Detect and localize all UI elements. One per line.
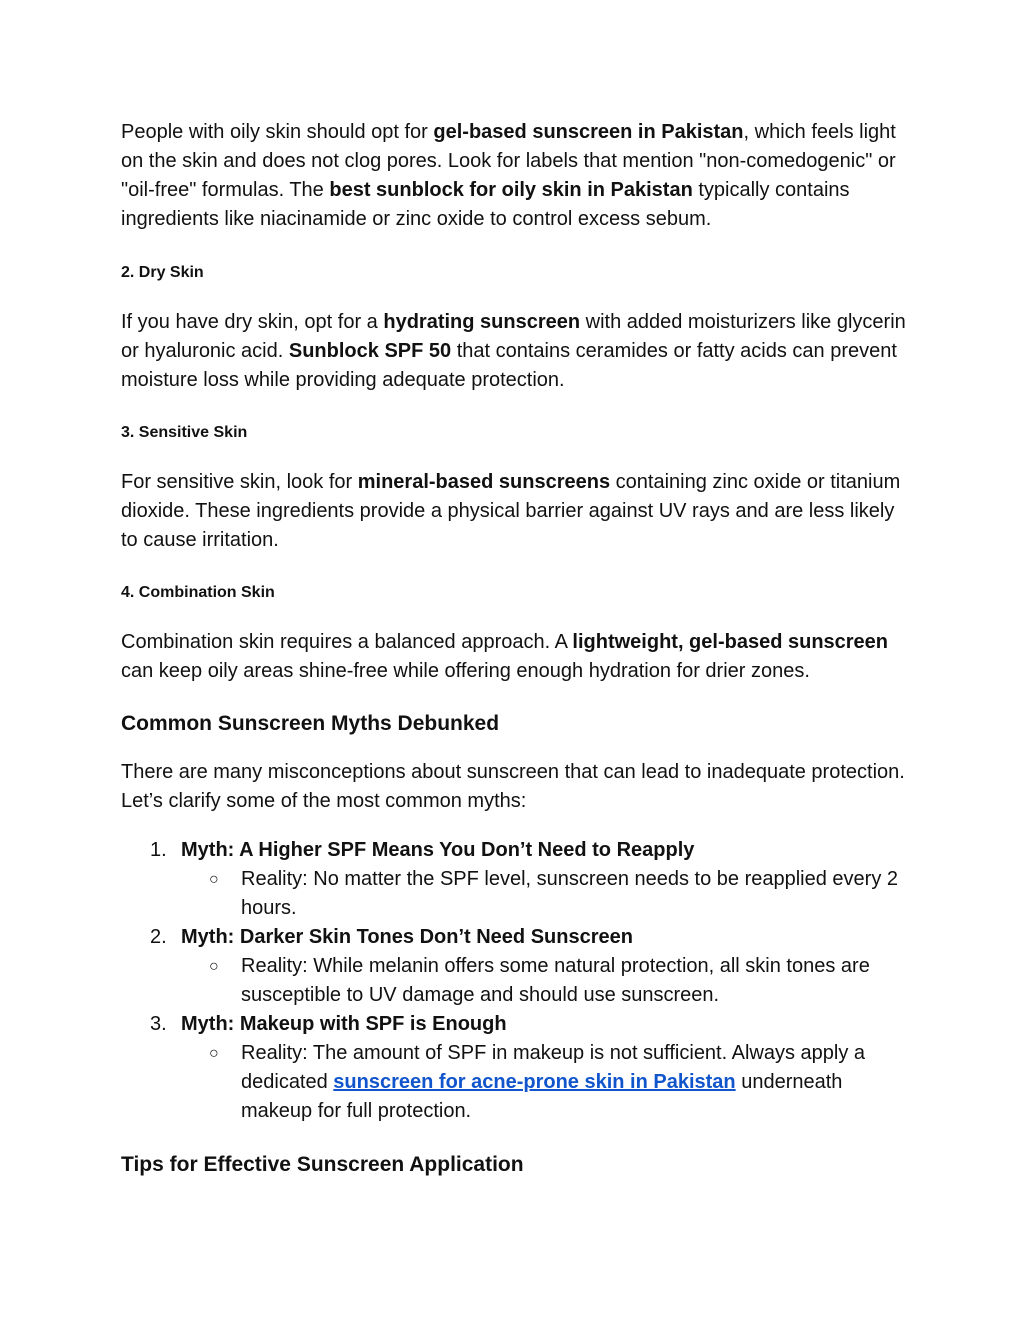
combination-skin-heading: 4. Combination Skin	[121, 584, 275, 601]
reality-list	[181, 952, 911, 1010]
myths-list	[121, 836, 911, 1126]
myths-intro-paragraph: There are many misconceptions about sunscreen that can lead to inadequate protection. Let’s clarify some of the most common myths:	[121, 761, 905, 812]
list-item	[121, 1010, 911, 1126]
tips-heading: Tips for Effective Sunscreen Application	[121, 1153, 524, 1176]
dry-skin-heading: 2. Dry Skin	[121, 264, 204, 281]
myth-title: Myth: A Higher SPF Means You Don’t Need to Reapply	[181, 839, 695, 861]
myths-heading: Common Sunscreen Myths Debunked	[121, 712, 500, 735]
reality-text: Reality: While melanin offers some natural protection, all skin tones are susceptible to UV damage and should use sunscreen.	[241, 955, 870, 1006]
oily-skin-paragraph: People with oily skin should opt for gel-based sunscreen in Pakistan, which feels light on the skin and does not clog pores. Look for labels that mention "non-comedogenic" or "oil-free" formulas. The best sunblock for oily skin in Pakistan typically contains ingredients like niacinamide or zinc oxide to control excess sebum.	[121, 121, 896, 230]
list-number: 1.	[150, 839, 167, 861]
hollow-circle-bullet-icon: ○	[209, 958, 219, 975]
sensitive-skin-heading: 3. Sensitive Skin	[121, 424, 248, 441]
acne-prone-sunscreen-link[interactable]: sunscreen for acne-prone skin in Pakistan	[333, 1071, 736, 1093]
sensitive-skin-paragraph: For sensitive skin, look for mineral-based sunscreens containing zinc oxide or titanium dioxide. These ingredients provide a physical barrier against UV rays and are less likely to cause irritation.	[121, 471, 901, 551]
bold-phrase: best sunblock for oily skin in Pakistan	[329, 179, 693, 201]
bold-phrase: Sunblock SPF 50	[288, 340, 452, 362]
myth-title: Myth: Makeup with SPF is Enough	[181, 1013, 507, 1035]
bold-phrase: gel-based sunscreen in Pakistan	[433, 121, 744, 143]
list-item	[181, 865, 911, 923]
list-item	[181, 952, 911, 1010]
list-number: 2.	[150, 926, 167, 948]
combination-skin-paragraph: Combination skin requires a balanced approach. A lightweight, gel-based sunscreen can keep oily areas shine-free while offering enough hydration for drier zones.	[121, 631, 889, 682]
bold-phrase: mineral-based sunscreens	[357, 471, 611, 493]
reality-text: Reality: The amount of SPF in makeup is not sufficient. Always apply a dedicated sunscreen for acne-prone skin in Pakistan underneath makeup for full protection.	[241, 1042, 866, 1122]
hollow-circle-bullet-icon: ○	[209, 1045, 219, 1062]
document-page	[121, 118, 911, 1179]
bold-phrase: hydrating sunscreen	[383, 311, 581, 333]
reality-list	[181, 1039, 911, 1126]
reality-list	[181, 865, 911, 923]
list-number: 3.	[150, 1013, 167, 1035]
list-item	[121, 923, 911, 1010]
dry-skin-paragraph: If you have dry skin, opt for a hydrating sunscreen with added moisturizers like glycerin or hyaluronic acid. Sunblock SPF 50 that contains ceramides or fatty acids can prevent moisture loss while providing adequate protection.	[121, 311, 906, 391]
myth-title: Myth: Darker Skin Tones Don’t Need Sunscreen	[181, 926, 633, 948]
bold-phrase: lightweight, gel-based sunscreen	[572, 631, 889, 653]
reality-text: Reality: No matter the SPF level, sunscreen needs to be reapplied every 2 hours.	[241, 868, 899, 919]
hollow-circle-bullet-icon: ○	[209, 871, 219, 888]
list-item	[121, 836, 911, 923]
list-item	[181, 1039, 911, 1126]
